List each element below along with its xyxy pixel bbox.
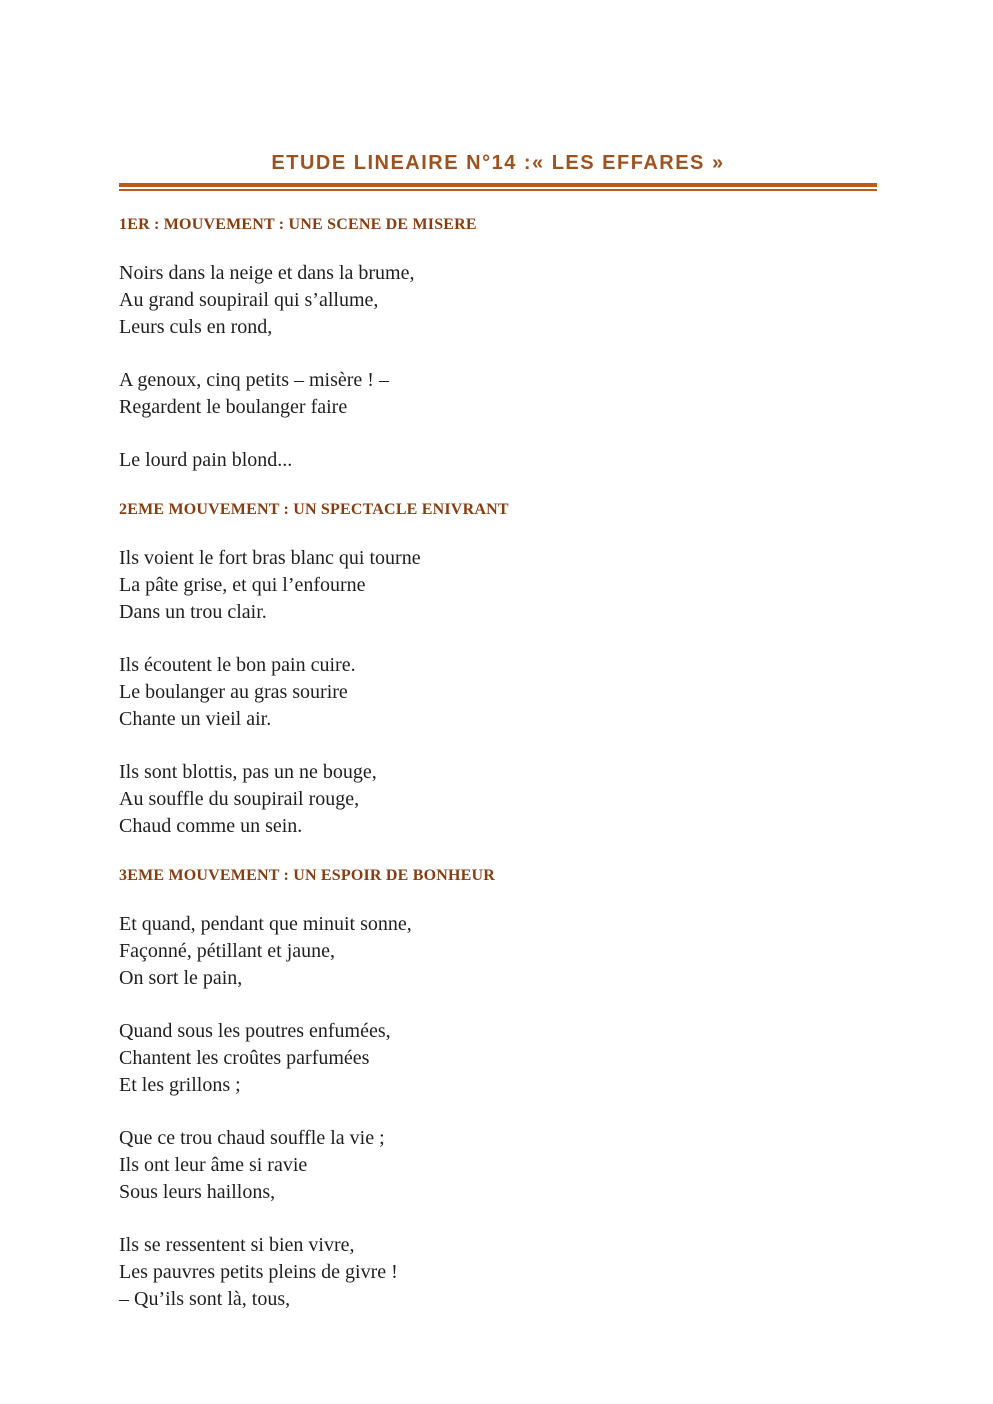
stanza: [119, 545, 877, 626]
poem-line: Ils sont blottis, pas un ne bouge,: [119, 761, 377, 783]
poem-line: Que ce trou chaud souffle la vie ;: [119, 1127, 385, 1149]
stanza: [119, 447, 877, 474]
poem-line: – Qu’ils sont là, tous,: [119, 1288, 291, 1310]
poem-line: Le boulanger au gras sourire: [119, 681, 348, 703]
poem-line: Leurs culs en rond,: [119, 316, 273, 338]
poem-line: La pâte grise, et qui l’enfourne: [119, 574, 366, 596]
document-content: [119, 215, 877, 1313]
poem-line: Dans un trou clair.: [119, 601, 267, 623]
poem-line: Noirs dans la neige et dans la brume,: [119, 262, 415, 284]
section-heading-2: 2EME MOUVEMENT : UN SPECTACLE ENIVRANT: [119, 501, 509, 518]
poem-line: Chantent les croûtes parfumées: [119, 1047, 370, 1069]
stanza: [119, 260, 877, 341]
stanza: [119, 911, 877, 992]
poem-line: Et les grillons ;: [119, 1074, 241, 1096]
title-divider-rule: [119, 183, 877, 191]
poem-line: Ils voient le fort bras blanc qui tourne: [119, 547, 421, 569]
poem-line: Les pauvres petits pleins de givre !: [119, 1261, 398, 1283]
poem-line: Regardent le boulanger faire: [119, 396, 348, 418]
section-heading-1: 1ER : MOUVEMENT : UNE SCENE DE MISERE: [119, 216, 477, 233]
section-heading-3: 3EME MOUVEMENT : UN ESPOIR DE BONHEUR: [119, 867, 496, 884]
poem-line: Façonné, pétillant et jaune,: [119, 940, 336, 962]
poem-line: Au grand soupirail qui s’allume,: [119, 289, 379, 311]
stanza: [119, 759, 877, 840]
stanza: [119, 1125, 877, 1206]
poem-line: Sous leurs haillons,: [119, 1181, 276, 1203]
poem-line: Chante un vieil air.: [119, 708, 272, 730]
poem-line: Et quand, pendant que minuit sonne,: [119, 913, 412, 935]
poem-line: Chaud comme un sein.: [119, 815, 303, 837]
stanza: [119, 652, 877, 733]
page-title: ETUDE LINEAIRE N°14 :« LES EFFARES »: [271, 152, 725, 174]
poem-line: Au souffle du soupirail rouge,: [119, 788, 360, 810]
poem-line: On sort le pain,: [119, 967, 243, 989]
poem-line: Le lourd pain blond...: [119, 449, 293, 471]
poem-line: A genoux, cinq petits – misère ! –: [119, 369, 389, 391]
poem-line: Ils écoutent le bon pain cuire.: [119, 654, 356, 676]
stanza: [119, 1018, 877, 1099]
stanza: [119, 1232, 877, 1313]
poem-line: Quand sous les poutres enfumées,: [119, 1020, 391, 1042]
poem-line: Ils se ressentent si bien vivre,: [119, 1234, 355, 1256]
poem-line: Ils ont leur âme si ravie: [119, 1154, 308, 1176]
stanza: [119, 367, 877, 421]
